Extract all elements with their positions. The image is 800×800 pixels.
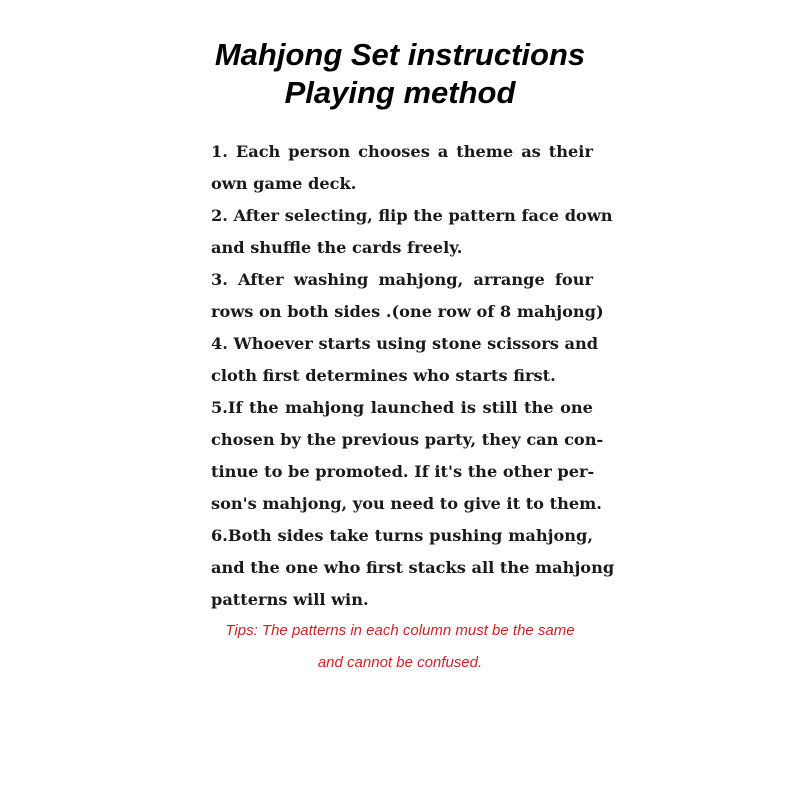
instruction-line: and the one who first stacks all the mahjong: [211, 558, 615, 577]
instruction-line: own game deck.: [211, 174, 357, 193]
instruction-line: chosen by the previous party, they can con-: [211, 430, 604, 449]
document-title: Mahjong Set instructions: [214, 37, 586, 72]
instruction-line: 4. Whoever starts using stone scissors and: [211, 334, 599, 353]
instruction-line: 6.Both sides take turns pushing mahjong,: [211, 526, 593, 545]
instruction-line: 5.If the mahjong launched is still the one: [211, 398, 593, 417]
instruction-line: tinue to be promoted. If it's the other per-: [211, 462, 595, 481]
tips-text-continued: and cannot be confused.: [317, 654, 483, 671]
instruction-line: 2. After selecting, flip the pattern face down: [211, 206, 613, 225]
instruction-line: patterns will win.: [211, 590, 369, 609]
instruction-line: cloth first determines who starts first.: [211, 366, 556, 385]
instruction-list: [211, 136, 615, 616]
instruction-line: 1. Each person chooses a theme as their: [211, 142, 593, 161]
instruction-line: son's mahjong, you need to give it to them.: [211, 494, 602, 513]
instruction-line: rows on both sides .(one row of 8 mahjong): [211, 302, 604, 321]
instruction-line: and shuffle the cards freely.: [211, 238, 463, 257]
document-subtitle: Playing method: [284, 75, 516, 110]
instruction-line: 3. After washing mahjong, arrange four: [211, 270, 593, 289]
tips-text: Tips: The patterns in each column must be the same: [225, 622, 575, 639]
